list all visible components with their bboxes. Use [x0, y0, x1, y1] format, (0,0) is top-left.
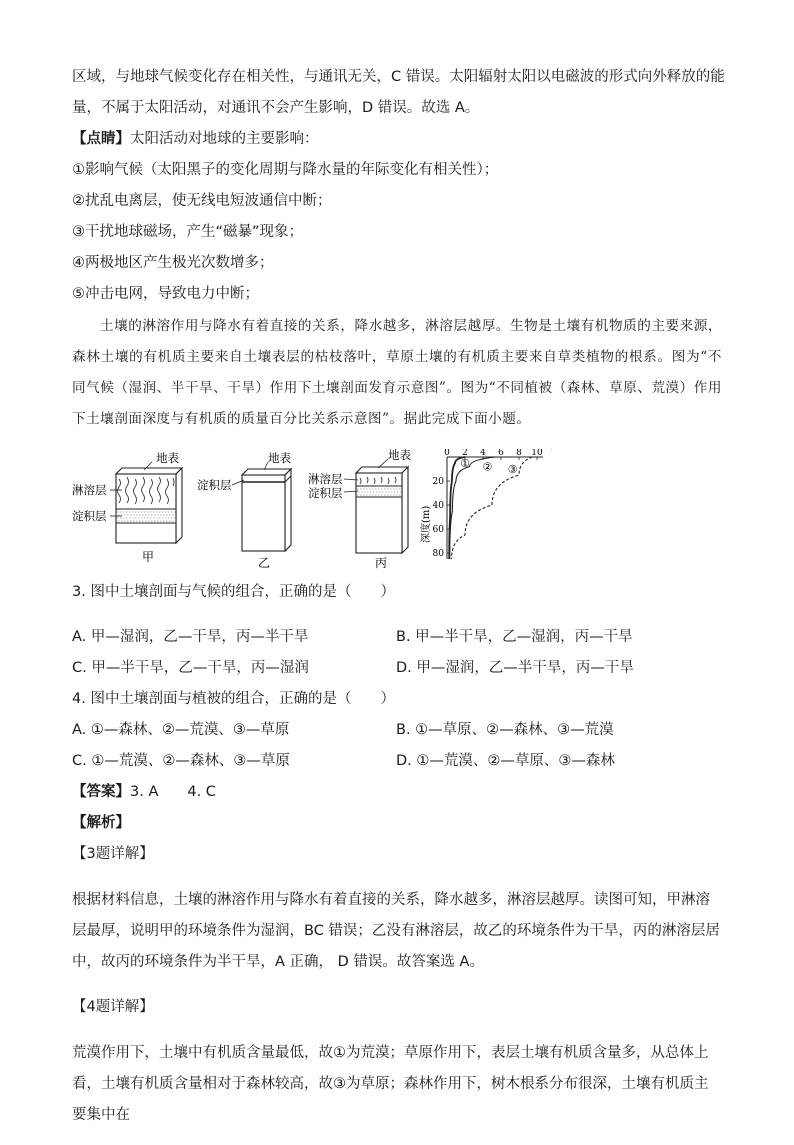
q3-option-b: B. 甲—半干旱，乙—湿润，丙—干旱	[396, 629, 633, 646]
chart-x-tick-label: 8	[516, 448, 522, 458]
profile-yi	[232, 462, 291, 551]
q4-option-d: D. ①—荒漠、②—草原、③—森林	[396, 753, 615, 770]
q3-option-c: C. 甲—半干旱，乙—干旱，丙—湿润	[72, 660, 309, 677]
q4-title: 4. 图中土壤剖面与植被的组合，正确的是（ ）	[72, 691, 395, 708]
dianjing-heading	[72, 124, 722, 155]
bing-leach-label: 淋溶层	[308, 471, 343, 486]
jia-leach-label: 淋溶层	[72, 482, 107, 497]
jia-name: 甲	[142, 549, 155, 564]
chart-y-tick-label: 60	[432, 524, 444, 535]
chart-y-tick-label: 40	[432, 500, 444, 511]
bing-deposit-label: 淀积层	[308, 485, 343, 500]
jia-surface-label: 地表	[156, 450, 179, 465]
d3-text: 根据材料信息，土壤的淋溶作用与降水有着直接的关系，降水越多，淋溶层越厚。读图可知，甲淋溶层最厚，说明甲的环境条件为湿润，BC 错误；乙没有淋溶层，故乙的环境条件为干旱，丙的淋溶层居中，故丙的环境条件为半干旱，A 正确， D 错误。故答案选 A。	[72, 891, 720, 970]
material-text: 土壤的淋溶作用与降水有着直接的关系，降水越多，淋溶层越厚。生物是土壤有机物质的主要来源，森林土壤的有机质主要来自土壤表层的枯枝落叶，草原土壤的有机质主要来自草类植物的根系。图为“不同气候（湿润、半干旱、干旱）作用下土壤剖面发育示意图”。图为“不同植被（森林、草原、荒漠）作用下土壤剖面深度与有机质的质量百分比关系示意图”。据此完成下面小题。	[72, 318, 722, 427]
dianjing-item-2: ②扰乱电离层，使无线电短波通信中断；	[72, 193, 332, 209]
dianjing-item-5: ⑤冲击电网，导致电力中断；	[72, 286, 259, 302]
d4-text: 荒漠作用下，土壤中有机质含量最低，故①为荒漠；草原作用下，表层土壤有机质含量多，从总体上看，土壤有机质含量相对于森林较高，故③为草原；森林作用下，树木根系分布很深，土壤有机质主要集中在	[72, 1044, 709, 1123]
bing-name: 丙	[375, 555, 388, 570]
chart-series-label-3: ③	[507, 462, 518, 476]
chart-x-tick-label: 2	[462, 448, 468, 458]
dianjing-tag: 【点睛】	[72, 131, 130, 147]
organic-matter-chart	[419, 449, 554, 559]
q4-option-b: B. ①—草原、②—森林、③—荒漠	[396, 722, 614, 739]
jia-deposit-label: 淀积层	[72, 508, 107, 523]
d3-tag: 【3题详解】	[72, 846, 154, 863]
profile-bing	[344, 459, 408, 553]
q3-option-a: A. 甲—湿润，乙—干旱，丙—半干旱	[72, 629, 309, 646]
answer-line	[72, 777, 722, 808]
chart-y-tick-label: 80	[432, 548, 444, 559]
dianjing-item-1: ①影响气候（太阳黑子的变化周期与降水量的年际变化有相关性）；	[72, 162, 499, 178]
chart-series-label-1: ①	[460, 456, 470, 470]
q4-option-a: A. ①—森林、②—荒漠、③—草原	[72, 722, 290, 739]
q4-option-c: C. ①—荒漠、②—森林、③—草原	[72, 753, 290, 770]
yi-surface-label: 地表	[268, 450, 291, 465]
analysis-tag: 【解析】	[72, 815, 130, 832]
chart-y-tick-label: 20	[432, 476, 444, 487]
q3-options	[72, 622, 722, 684]
soil-figure-svg	[72, 449, 722, 571]
chart-ylabel: 深度(m)	[421, 505, 432, 543]
chart-x-tick-label: 10	[531, 448, 543, 458]
chart-x-tick-label: 0	[444, 448, 450, 458]
chart-x-tick-label: 6	[498, 448, 504, 458]
chart-series-line-1	[449, 457, 465, 559]
dianjing-title: 太阳活动对地球的主要影响：	[130, 131, 319, 147]
dianjing-item-4: ④两极地区产生极光次数增多；	[72, 255, 274, 271]
yi-name: 乙	[258, 555, 271, 570]
chart-x-tick-label: 4	[480, 448, 486, 458]
answer-tag: 【答案】	[72, 784, 130, 801]
q3-title: 3. 图中土壤剖面与气候的组合，正确的是（ ）	[72, 583, 395, 600]
yi-deposit-label: 淀积层	[197, 477, 232, 492]
document-page	[72, 62, 725, 1145]
answer-text: 3. A 4. C	[130, 784, 216, 801]
chart-series-label-2: ②	[482, 460, 493, 474]
q4-options	[72, 715, 722, 777]
intro-line-1: 区域，与地球气候变化存在相关性，与通讯无关，C 错误。太阳辐射太阳以电磁波的形式向外释放的能	[72, 69, 725, 85]
dianjing-item-3: ③干扰地球磁场，产生“磁暴”现象；	[72, 224, 304, 240]
profile-jia	[110, 462, 182, 543]
soil-figure	[72, 449, 722, 571]
bing-surface-label: 地表	[388, 448, 411, 462]
intro-line-2: 量，不属于太阳活动，对通讯不会产生影响，D 错误。故选 A。	[72, 100, 480, 116]
d4-tag: 【4题详解】	[72, 999, 154, 1016]
q3-option-d: D. 甲—湿润，乙—半干旱，丙—干旱	[396, 660, 634, 677]
